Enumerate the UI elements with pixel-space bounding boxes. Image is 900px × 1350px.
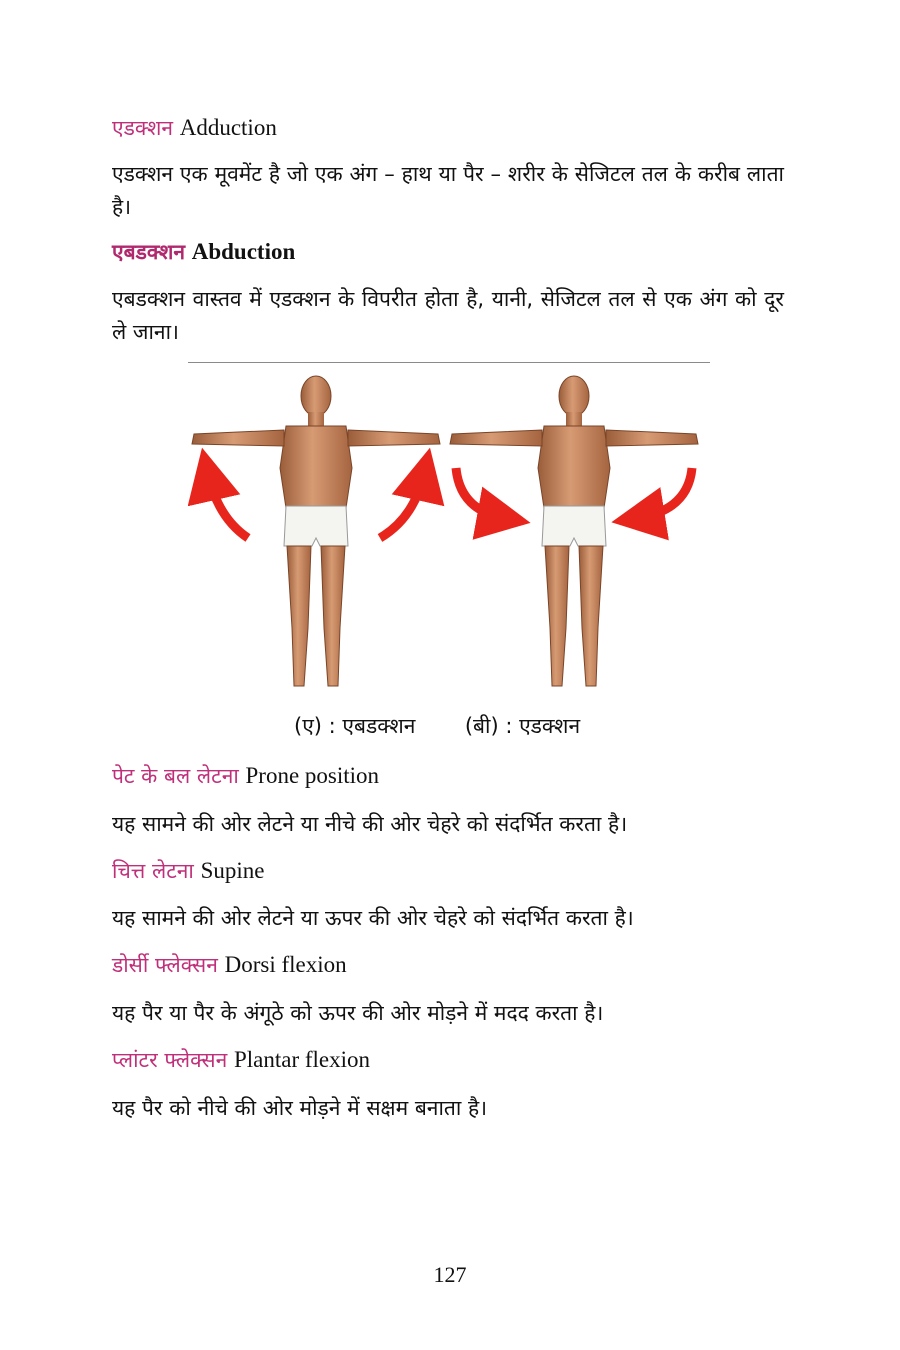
term-hindi: एबडक्शन xyxy=(112,240,186,264)
figure-caption xyxy=(294,712,580,740)
term-hindi: डोर्सी फ्लेक्सन xyxy=(112,953,218,977)
term-plantar-flexion xyxy=(112,1046,370,1074)
caption-a: (ए) : एबडक्शन xyxy=(294,714,416,738)
definition-abduction: एबडक्शन वास्तव में एडक्शन के विपरीत होता है, यानी, सेजिटल तल से एक अंग को दूर ले जाना। xyxy=(112,287,784,344)
definition-plantar-flexion: यह पैर को नीचे की ओर मोड़ने में सक्षम बनाता है। xyxy=(112,1096,488,1120)
term-english: Dorsi flexion xyxy=(224,952,347,977)
figure-top-rule xyxy=(188,362,710,363)
term-hindi: एडक्शन xyxy=(112,116,174,140)
term-adduction xyxy=(112,114,277,142)
definition-adduction: एडक्शन एक मूवमेंट है जो एक अंग – हाथ या पैर – शरीर के सेजिटल तल के करीब लाता है। xyxy=(112,162,784,219)
definition-prone: यह सामने की ओर लेटने या नीचे की ओर चेहरे को संदर्भित करता है। xyxy=(112,812,628,836)
figure-b-body xyxy=(450,376,698,686)
term-hindi: पेट के बल लेटना xyxy=(112,764,239,788)
term-english: Supine xyxy=(200,858,265,883)
arrow-up-right-icon xyxy=(380,474,424,538)
term-english: Adduction xyxy=(179,115,277,140)
arrow-down-right-icon xyxy=(456,468,504,518)
term-english: Abduction xyxy=(191,239,296,264)
definition-dorsi-flexion: यह पैर या पैर के अंगूठे को ऊपर की ओर मोड़ने में मदद करता है। xyxy=(112,1001,604,1025)
page-number: 127 xyxy=(433,1262,467,1287)
term-english: Plantar flexion xyxy=(233,1047,371,1072)
arrow-down-left-icon xyxy=(638,468,692,518)
abduction-adduction-figure xyxy=(188,368,710,698)
term-abduction xyxy=(112,238,295,266)
term-supine xyxy=(112,857,264,885)
term-hindi: चित्त लेटना xyxy=(112,859,194,883)
term-english: Prone position xyxy=(245,763,380,788)
term-dorsi-flexion xyxy=(112,951,347,979)
figure-a-body xyxy=(192,376,440,686)
arrow-up-left-icon xyxy=(208,474,248,538)
definition-supine: यह सामने की ओर लेटने या ऊपर की ओर चेहरे को संदर्भित करता है। xyxy=(112,906,634,930)
term-prone xyxy=(112,762,379,790)
term-hindi: प्लांटर फ्लेक्सन xyxy=(112,1048,228,1072)
caption-b: (बी) : एडक्शन xyxy=(464,714,581,738)
